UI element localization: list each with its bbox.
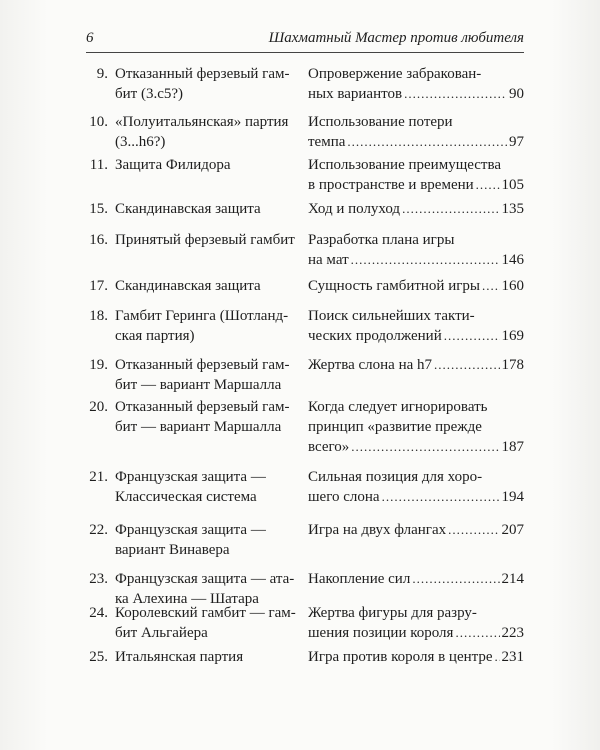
opening-name xyxy=(115,520,295,560)
opening-name xyxy=(115,230,295,250)
dot-leader xyxy=(434,355,500,375)
game-number: 19. xyxy=(89,357,108,373)
page-ref: 135 xyxy=(501,201,524,217)
game-theme xyxy=(308,647,524,667)
theme-line: Накопление сил xyxy=(308,571,411,587)
theme-line: Разработка плана игры xyxy=(308,232,455,248)
opening-line: Принятый ферзевый гамбит xyxy=(115,232,295,248)
dot-leader xyxy=(448,520,499,540)
theme-line: Использование потери xyxy=(308,114,453,130)
page-ref: 90 xyxy=(509,86,524,102)
game-theme xyxy=(308,155,524,195)
page-ref: 214 xyxy=(501,571,524,587)
page-ref: 223 xyxy=(501,625,524,641)
opening-line: Классическая система xyxy=(115,489,257,505)
game-theme xyxy=(308,306,524,346)
opening-line: «Полуитальянская» партия xyxy=(115,114,289,130)
page-ref: 194 xyxy=(501,489,524,505)
opening-name xyxy=(115,199,295,219)
game-number: 23. xyxy=(89,571,108,587)
game-number: 25. xyxy=(89,649,108,665)
theme-line: шения позиции короля xyxy=(308,625,454,641)
page-ref: 97 xyxy=(509,134,524,150)
opening-name xyxy=(115,467,295,507)
opening-name xyxy=(115,603,295,643)
opening-line: Гамбит Геринга (Шотланд- xyxy=(115,308,289,324)
opening-line: Отказанный ферзевый гам- xyxy=(115,357,290,373)
game-theme xyxy=(308,603,524,643)
theme-last-line xyxy=(308,569,524,589)
theme-line: шего слона xyxy=(308,489,380,505)
opening-line: Итальянская партия xyxy=(115,649,244,665)
opening-line: Королевский гамбит — гам- xyxy=(115,605,296,621)
opening-line: Французская защита — xyxy=(115,469,266,485)
game-number: 17. xyxy=(89,278,108,294)
page-ref: 169 xyxy=(501,328,524,344)
opening-name xyxy=(115,155,295,175)
theme-last-line xyxy=(308,326,524,346)
game-theme xyxy=(308,397,524,457)
dot-leader xyxy=(351,250,500,270)
theme-line: Поиск сильнейших такти- xyxy=(308,308,475,324)
opening-line: бит — вариант Маршалла xyxy=(115,377,282,393)
page-ref: 178 xyxy=(501,357,524,373)
dot-leader xyxy=(412,569,499,589)
opening-line: бит — вариант Маршалла xyxy=(115,419,282,435)
page-ref: 160 xyxy=(501,278,524,294)
opening-name xyxy=(115,397,295,437)
theme-line: Когда следует игнорировать xyxy=(308,399,488,415)
theme-line: ческих продолжений xyxy=(308,328,442,344)
game-number: 22. xyxy=(89,522,108,538)
game-number: 15. xyxy=(89,201,108,217)
theme-line: в пространстве и времени xyxy=(308,177,474,193)
page-ref: 187 xyxy=(501,439,524,455)
opening-line: Скандинавская защита xyxy=(115,201,261,217)
theme-line: Игра против короля в центре xyxy=(308,649,493,665)
opening-line: ка Алехина — Шатара xyxy=(115,591,259,607)
opening-line: Отказанный ферзевый гам- xyxy=(115,66,290,82)
theme-last-line xyxy=(308,623,524,643)
theme-line: Использование преимущества xyxy=(308,157,502,173)
dot-leader xyxy=(476,175,500,195)
opening-line: Французская защита — xyxy=(115,522,266,538)
game-number: 16. xyxy=(89,232,108,248)
theme-last-line xyxy=(308,355,524,375)
theme-last-line xyxy=(308,520,524,540)
game-theme xyxy=(308,569,524,589)
dot-leader xyxy=(404,84,507,104)
theme-line: темпа xyxy=(308,134,346,150)
game-theme xyxy=(308,467,524,507)
game-theme xyxy=(308,520,524,540)
theme-line: принцип «развитие прежде xyxy=(308,419,482,435)
theme-line: Игра на двух флангах xyxy=(308,522,447,538)
game-theme xyxy=(308,355,524,375)
page-ref: 207 xyxy=(501,522,524,538)
opening-name xyxy=(115,355,295,395)
opening-line: бит (3.с5?) xyxy=(115,86,184,102)
opening-name xyxy=(115,64,295,104)
theme-line: Ход и полуход xyxy=(308,201,401,217)
dot-leader xyxy=(495,647,500,667)
opening-line: (3...h6?) xyxy=(115,134,166,150)
page-ref: 146 xyxy=(501,252,524,268)
game-number: 24. xyxy=(89,605,108,621)
game-theme xyxy=(308,112,524,152)
theme-last-line xyxy=(308,175,524,195)
theme-last-line xyxy=(308,276,524,296)
game-number: 10. xyxy=(89,114,108,130)
theme-line: Жертва слона на h7 xyxy=(308,357,432,373)
opening-name xyxy=(115,647,295,667)
opening-line: бит Альгайера xyxy=(115,625,208,641)
dot-leader xyxy=(455,623,499,643)
theme-line: Опровержение забракован- xyxy=(308,66,482,82)
game-number: 20. xyxy=(89,399,108,415)
theme-last-line xyxy=(308,437,524,457)
game-number: 21. xyxy=(89,469,108,485)
page-ref: 105 xyxy=(501,177,524,193)
opening-name xyxy=(115,276,295,296)
opening-line: Защита Филидора xyxy=(115,157,231,173)
opening-line: Французская защита — ата- xyxy=(115,571,295,587)
game-number: 11. xyxy=(89,157,108,173)
theme-last-line xyxy=(308,250,524,270)
theme-line: на мат xyxy=(308,252,349,268)
theme-line: Сущность гамбитной игры xyxy=(308,278,480,294)
game-number: 9. xyxy=(96,66,108,82)
dot-leader xyxy=(382,487,500,507)
theme-last-line xyxy=(308,647,524,667)
opening-name xyxy=(115,306,295,346)
game-theme xyxy=(308,230,524,270)
opening-line: Скандинавская защита xyxy=(115,278,261,294)
page-ref: 231 xyxy=(501,649,524,665)
theme-last-line xyxy=(308,84,524,104)
running-title: Шахматный Мастер против любителя xyxy=(268,30,524,46)
dot-leader xyxy=(444,326,500,346)
theme-last-line xyxy=(308,199,524,219)
game-theme xyxy=(308,276,524,296)
dot-leader xyxy=(347,132,507,152)
theme-last-line xyxy=(308,487,524,507)
opening-line: ская партия) xyxy=(115,328,195,344)
dot-leader xyxy=(402,199,499,219)
theme-line: всего» xyxy=(308,439,350,455)
theme-line: Сильная позиция для хоро- xyxy=(308,469,483,485)
game-number: 18. xyxy=(89,308,108,324)
game-theme xyxy=(308,199,524,219)
page-number: 6 xyxy=(86,30,94,46)
game-theme xyxy=(308,64,524,104)
theme-line: ных вариантов xyxy=(308,86,403,102)
page-header xyxy=(86,30,524,53)
opening-name xyxy=(115,112,295,152)
opening-line: Отказанный ферзевый гам- xyxy=(115,399,290,415)
dot-leader xyxy=(351,437,499,457)
opening-line: вариант Винавера xyxy=(115,542,230,558)
dot-leader xyxy=(482,276,500,296)
theme-line: Жертва фигуры для разру- xyxy=(308,605,477,621)
theme-last-line xyxy=(308,132,524,152)
